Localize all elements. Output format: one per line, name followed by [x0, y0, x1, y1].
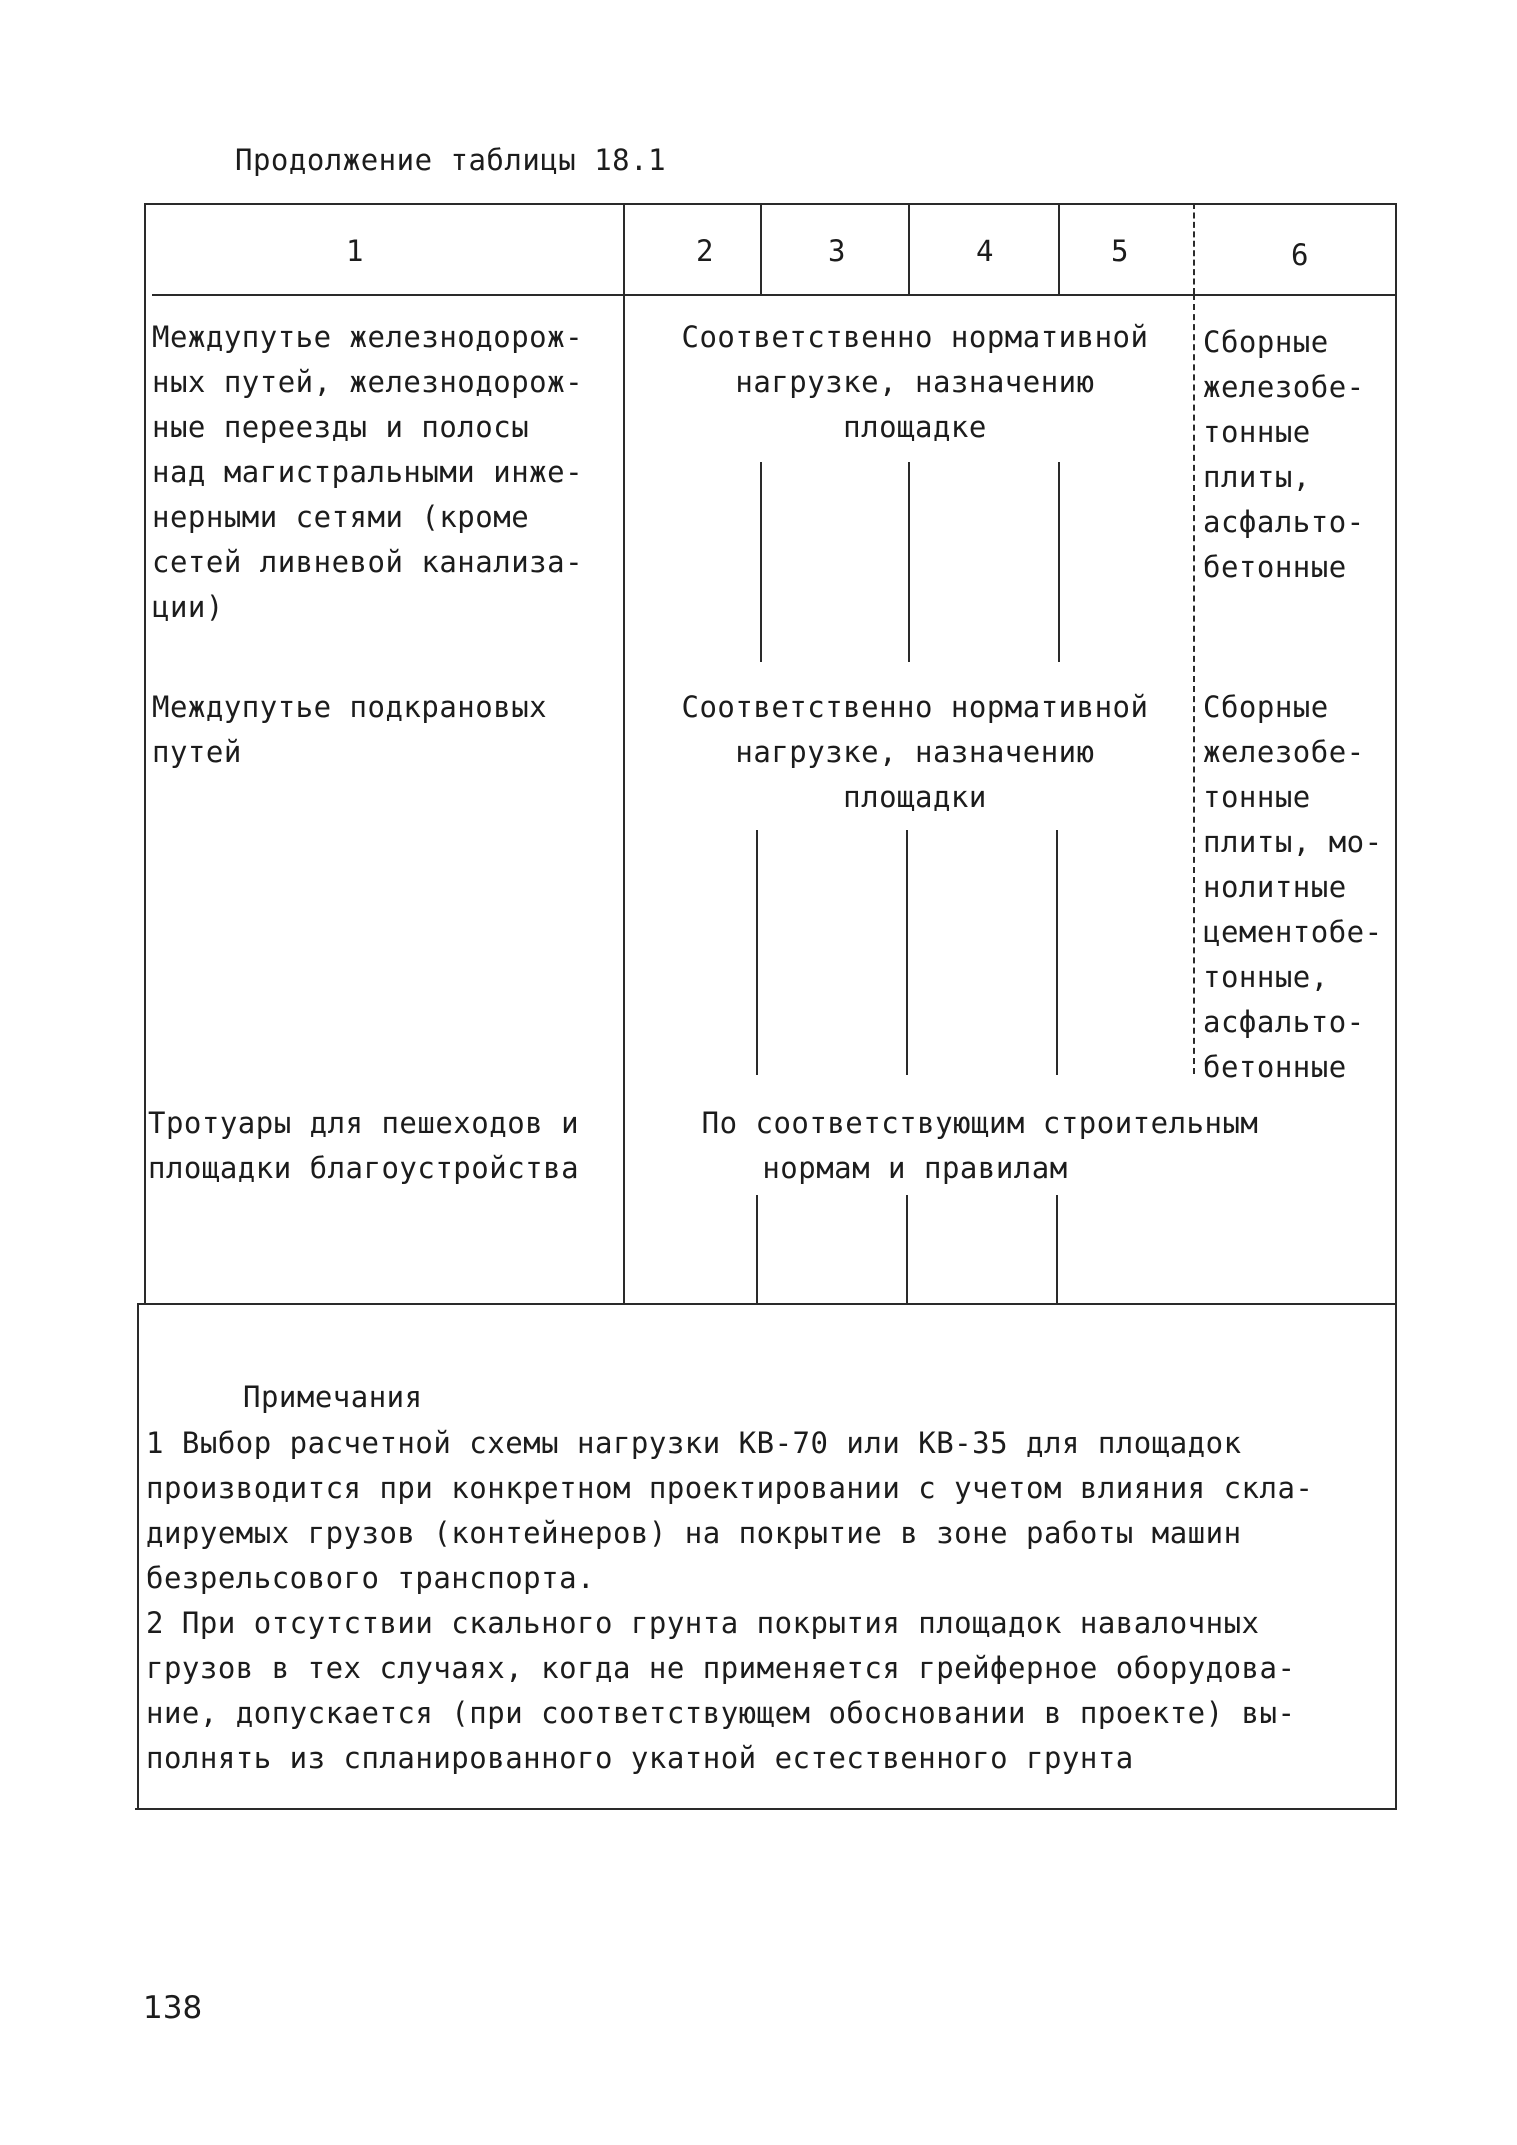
row1-col1-line: нерными сетями (кроме: [152, 500, 530, 534]
notes-line: производится при конкретном проектировании с учетом влияния скла-: [146, 1471, 1314, 1505]
page-number: 138: [143, 1990, 203, 2026]
row3-merged-text: По соответствующим строительным: [701, 1106, 1259, 1140]
row1-col1-line: ции): [152, 590, 224, 624]
notes-line: ние, допускается (при соответствующем обосновании в проекте) вы-: [146, 1696, 1296, 1730]
notes-line: полнять из спланированного укатной естественного грунта: [146, 1741, 1134, 1775]
row2-col6-line: тонные: [1203, 780, 1311, 814]
row1-col1-line: сетей ливневой канализа-: [152, 545, 584, 579]
row2-col1-line: путей: [152, 735, 242, 769]
row2-col6-line: плиты, мо-: [1203, 825, 1383, 859]
row3-merged-text: нормам и правилам: [762, 1151, 1068, 1185]
row2-merged-text: нагрузке, назначению: [735, 735, 1095, 769]
row1-col6-line: асфальто-: [1203, 505, 1365, 539]
row2-merged-text: площадки: [843, 780, 987, 814]
row1-col6-line: тонные: [1203, 415, 1311, 449]
row3-col1-line: Тротуары для пешеходов и: [148, 1106, 580, 1140]
header-cell-6: 6: [1291, 238, 1309, 272]
row2-col6-line: Сборные: [1203, 690, 1329, 724]
notes-line: грузов в тех случаях, когда не применяется грейферное оборудова-: [146, 1651, 1296, 1685]
row1-col1-line: Междупутье железнодорож-: [152, 320, 584, 354]
row3-col1-line: площадки благоустройства: [148, 1151, 580, 1185]
row1-merged-text: площадке: [843, 410, 987, 444]
notes-line: дируемых грузов (контейнеров) на покрытие в зоне работы машин: [146, 1516, 1242, 1550]
row2-col6-line: асфальто-: [1203, 1005, 1365, 1039]
row1-col1-line: ные переезды и полосы: [152, 410, 530, 444]
header-cell-2: 2: [696, 234, 714, 268]
notes-line: 2 При отсутствии скального грунта покрытия площадок навалочных: [146, 1606, 1260, 1640]
row1-merged-text: Соответственно нормативной: [681, 320, 1149, 354]
notes-line: безрельсового транспорта.: [146, 1561, 595, 1595]
row2-col6-line: цементобе-: [1203, 915, 1383, 949]
table-caption: Продолжение таблицы 18.1: [235, 143, 667, 177]
row2-col6-line: бетонные: [1203, 1050, 1347, 1084]
notes-title: Примечания: [243, 1380, 423, 1414]
row1-col6-line: плиты,: [1203, 460, 1311, 494]
header-cell-3: 3: [828, 234, 846, 268]
row1-col6-line: Сборные: [1203, 325, 1329, 359]
notes-line: 1 Выбор расчетной схемы нагрузки КВ-70 или КВ-35 для площадок: [146, 1426, 1242, 1460]
header-cell-1: 1: [346, 234, 364, 268]
header-cell-4: 4: [976, 234, 994, 268]
row1-merged-text: нагрузке, назначению: [735, 365, 1095, 399]
row2-col6-line: нолитные: [1203, 870, 1347, 904]
row1-col6-line: бетонные: [1203, 550, 1347, 584]
row2-merged-text: Соответственно нормативной: [681, 690, 1149, 724]
row2-col6-line: железобе-: [1203, 735, 1365, 769]
row1-col1-line: ных путей, железнодорож-: [152, 365, 584, 399]
row1-col6-line: железобе-: [1203, 370, 1365, 404]
row2-col6-line: тонные,: [1203, 960, 1329, 994]
header-cell-5: 5: [1111, 234, 1129, 268]
row1-col1-line: над магистральными инже-: [152, 455, 584, 489]
row2-col1-line: Междупутье подкрановых: [152, 690, 548, 724]
